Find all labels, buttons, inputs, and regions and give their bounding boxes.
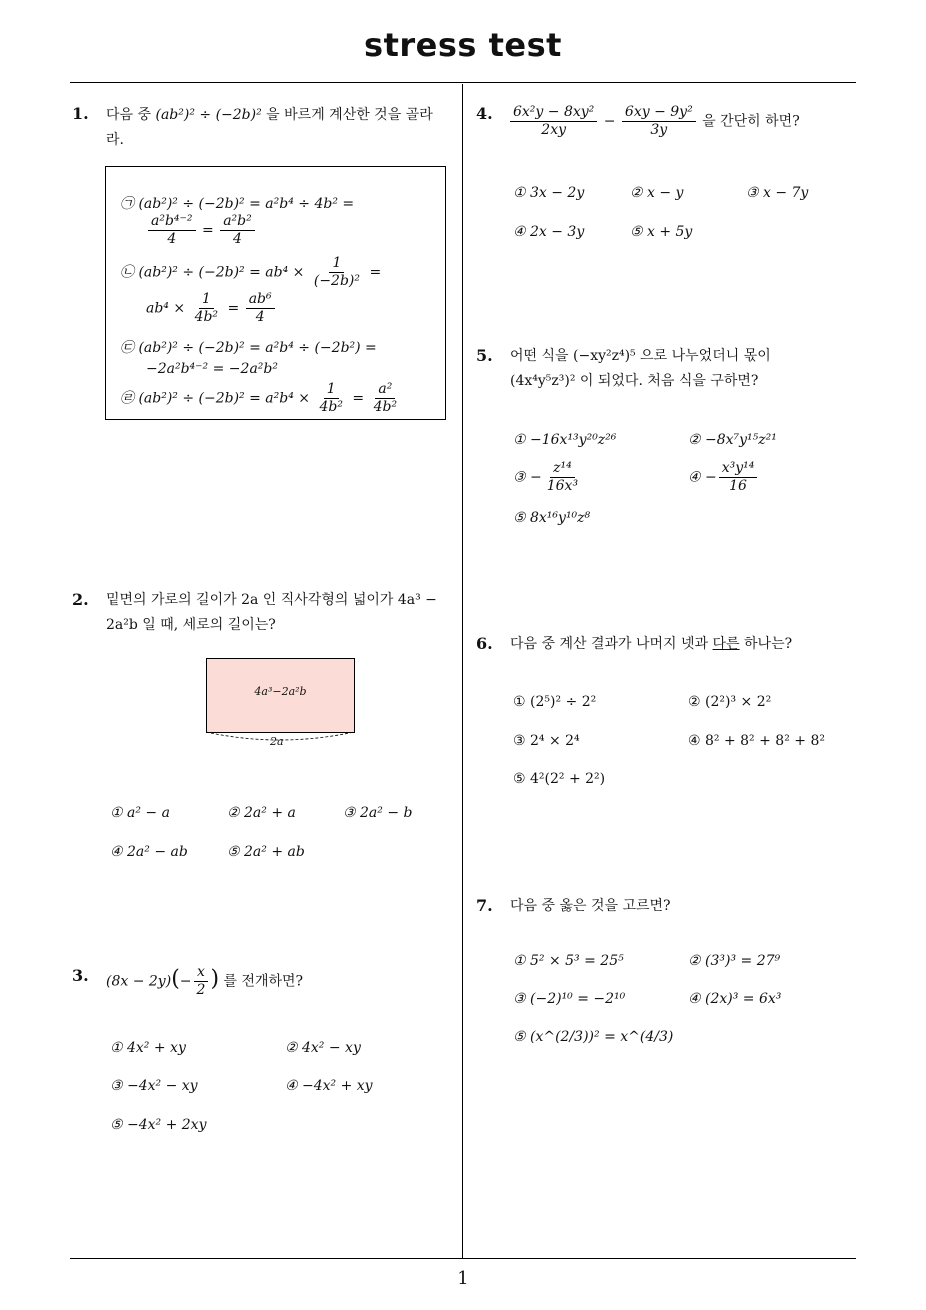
q2-area-label: 4a³−2a²b (254, 685, 307, 698)
q2-option-3[interactable]: ③ 2a² − b (343, 805, 413, 821)
q5-option-4[interactable]: ④ − $\frac{\text{x³y¹⁴}}{16}$ (688, 460, 759, 495)
q4-option-4[interactable]: ④ 2x − 3y (513, 224, 585, 240)
q1-line-3: ㉡ (ab²)² ÷ (−2b)² = ab⁴ × $\frac{1}{\text{(−2b)²}}$ = (120, 255, 382, 289)
q5-option-3[interactable]: ③ − $\frac{\text{z¹⁴}}{\text{16x³}}$ (513, 460, 579, 494)
q3-text: (8x − 2y)(− $\frac{x}{2}$ ) 를 전개하면? (106, 964, 304, 998)
q3-option-5[interactable]: ⑤ −4x² + 2xy (110, 1117, 207, 1133)
q5-option-2[interactable]: ② −8x⁷y¹⁵z²¹ (688, 432, 777, 448)
q6-option-5[interactable]: ⑤ 4²(2² + 2²) (513, 771, 606, 787)
q2-option-1[interactable]: ① a² − a (110, 805, 170, 821)
q1-text: 다음 중 (ab²)² ÷ (−2b)² 을 바르게 계산한 것을 골라 라. (106, 107, 433, 148)
q3-number: 3. (72, 966, 89, 985)
q2-option-4[interactable]: ④ 2a² − ab (110, 844, 188, 860)
q7-option-2[interactable]: ② (3³)³ = 27⁹ (688, 953, 781, 969)
q7-option-5[interactable]: ⑤ (x^(2/3))² = x^(4/3) (513, 1029, 674, 1045)
q2-rectangle-figure (206, 658, 355, 733)
q6-option-4[interactable]: ④ 8² + 8² + 8² + 8² (688, 733, 825, 749)
q1-line-4: ab⁴ × $\frac{1}{\text{4b²}}$ = $\frac{\text{ab⁶}}{4}$ (146, 291, 277, 326)
q7-text: 다음 중 옳은 것을 고르면? (510, 898, 671, 914)
q3-option-2[interactable]: ② 4x² − xy (285, 1040, 361, 1056)
q4-option-2[interactable]: ② x − y (630, 185, 684, 201)
q4-option-1[interactable]: ① 3x − 2y (513, 185, 585, 201)
q1-line-6: −2a²b⁴⁻² = −2a²b² (146, 361, 278, 377)
q5-number: 5. (476, 346, 493, 365)
q7-number: 7. (476, 896, 493, 915)
q4-option-5[interactable]: ⑤ x + 5y (630, 224, 693, 240)
q3-option-3[interactable]: ③ −4x² − xy (110, 1078, 198, 1094)
q2-option-2[interactable]: ② 2a² + a (227, 805, 296, 821)
q4-text: $\frac{\text{6x²y − 8xy²}}{2xy}$ − $\frac{\text{6xy − 9y²}}{3y}$ 을 간단히 하면? (508, 104, 800, 139)
q6-number: 6. (476, 634, 493, 653)
q1-choice-box (105, 166, 446, 420)
page-number: 1 (457, 1268, 469, 1289)
q2-option-5[interactable]: ⑤ 2a² + ab (227, 844, 305, 860)
bottom-rule (70, 1258, 856, 1259)
q7-option-1[interactable]: ① 5² × 5³ = 25⁵ (513, 953, 624, 969)
q5-option-5[interactable]: ⑤ 8x¹⁶y¹⁰z⁸ (513, 510, 591, 526)
page-title: stress test (364, 26, 562, 64)
q6-option-1[interactable]: ① (2⁵)² ÷ 2² (513, 694, 597, 710)
q1-line-7: ㉣ (ab²)² ÷ (−2b)² = a²b⁴ × $\frac{1}{\text{4b²}}$ = $\frac{\text{a²}}{\text{4b²}}$ (120, 381, 398, 415)
column-divider (462, 84, 463, 1259)
q6-option-3[interactable]: ③ 2⁴ × 2⁴ (513, 733, 580, 749)
q4-option-3[interactable]: ③ x − 7y (746, 185, 809, 201)
q1-line-2: $\frac{\text{a²b⁴⁻²}}{4}$ = $\frac{\text{a²b²}}{4}$ (146, 213, 257, 248)
q2-number: 2. (72, 590, 89, 609)
q1-number: 1. (72, 104, 89, 123)
q3-option-1[interactable]: ① 4x² + xy (110, 1040, 186, 1056)
q4-number: 4. (476, 104, 493, 123)
q2-text: 밑면의 가로의 길이가 2a 인 직사각형의 넓이가 4a³ − 2a²b 일 때, 세로의 길이는? (106, 592, 437, 633)
top-rule (70, 82, 856, 83)
q1-line-1: ㉠ (ab²)² ÷ (−2b)² = a²b⁴ ÷ 4b² = (120, 196, 355, 212)
q5-text: 어떤 식을 (−xy²z⁴)⁵ 으로 나누었더니 몫이 (4x⁴y⁵z³)² 이 되었다. 처음 식을 구하면? (510, 348, 771, 389)
q7-option-4[interactable]: ④ (2x)³ = 6x³ (688, 991, 782, 1007)
q6-option-2[interactable]: ② (2²)³ × 2² (688, 694, 772, 710)
q3-option-4[interactable]: ④ −4x² + xy (285, 1078, 373, 1094)
q2-width-label: 2a (270, 735, 284, 748)
q1-line-5: ㉢ (ab²)² ÷ (−2b)² = a²b⁴ ÷ (−2b²) = (120, 340, 377, 356)
q5-option-1[interactable]: ① −16x¹³y²⁰z²⁶ (513, 432, 617, 448)
q7-option-3[interactable]: ③ (−2)¹⁰ = −2¹⁰ (513, 991, 626, 1007)
q6-text: 다음 중 계산 결과가 나머지 넷과 다른 하나는? (510, 636, 793, 652)
